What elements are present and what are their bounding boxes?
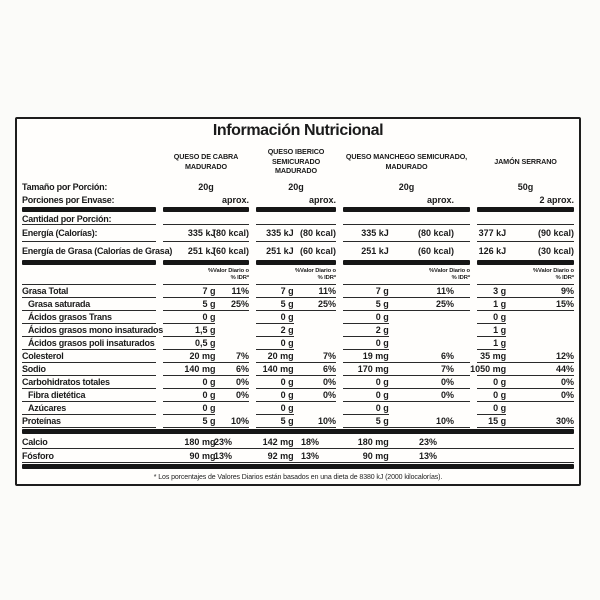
daily-value-header: %Valor Diario o % IDR* <box>256 266 336 285</box>
nutrient-value: 5 g 25% <box>343 298 470 311</box>
nutrient-value: 35 mg 12% <box>477 350 574 363</box>
empty-cell <box>477 213 574 225</box>
nutrient-value: 0 g <box>477 311 574 324</box>
energy-row <box>22 225 574 242</box>
nutrient-value: 0,5 g <box>163 337 249 350</box>
mineral-value: 92 mg 13% <box>267 450 319 461</box>
nutrient-label: Carbohidratos totales <box>22 376 156 389</box>
divider-bar-segment <box>163 260 249 265</box>
serving-size-value: 20g <box>198 181 214 192</box>
energy-section <box>22 225 574 259</box>
nutrient-label: Grasa Total <box>22 285 156 298</box>
energy-row <box>22 242 574 259</box>
nutrient-value: 0 g 0% <box>256 389 336 402</box>
nutrient-value: 170 mg 7% <box>343 363 470 376</box>
nutrient-value: 15 g 30% <box>477 415 574 428</box>
nutrient-value: 0 g <box>477 402 574 415</box>
mineral-value: 90 mg 13% <box>362 450 437 461</box>
serving-size-value: 50g <box>517 181 534 192</box>
energy-label: Energía (Calorías): <box>22 225 156 242</box>
servings-per-pack-value: aprox. <box>221 194 249 205</box>
nutrient-value: 5 g 10% <box>343 415 470 428</box>
energy-value: 335 kJ (80 kcal) <box>163 225 249 242</box>
nutrient-value: 1 g <box>477 337 574 350</box>
serving-size-value: 20g <box>398 181 415 192</box>
divider-bar-segment <box>22 207 156 212</box>
nutrient-label: Proteínas <box>22 415 156 428</box>
nutrient-value: 1,5 g <box>163 324 249 337</box>
product-header-row <box>22 143 574 180</box>
nutrient-value: 2 g <box>256 324 336 337</box>
nutrient-value: 1050 mg 44% <box>470 364 574 374</box>
divider-bar-segment <box>343 207 470 212</box>
nutrient-value: 7 g 11% <box>163 285 249 298</box>
mineral-value: 142 mg 18% <box>262 436 319 447</box>
divider-bar-segment <box>477 207 574 212</box>
nutrient-value: 20 mg 7% <box>256 350 336 363</box>
nutrient-value: 5 g 25% <box>256 298 336 311</box>
servings-per-pack-value: aprox. <box>426 194 454 205</box>
nutrient-value: 0 g 0% <box>256 376 336 389</box>
product-column-header: QUESO MANCHEGO SEMICURADO, MADURADO <box>345 152 468 171</box>
section-divider-bar-segmented <box>22 259 574 266</box>
nutrient-row <box>22 337 574 350</box>
energy-value: 335 kJ (80 kcal) <box>343 225 470 242</box>
nutrient-value: 19 mg 6% <box>343 350 470 363</box>
energy-value: 335 kJ (80 kcal) <box>256 225 336 242</box>
mineral-row <box>22 435 574 449</box>
nutrient-value: 1 g <box>477 324 574 337</box>
nutrient-label: Azúcares <box>22 402 156 415</box>
nutrient-value: 7 g 11% <box>343 285 470 298</box>
nutrient-value: 0 g <box>163 402 249 415</box>
mineral-value: 90 mg 13% <box>189 450 232 461</box>
energy-value: 126 kJ (30 kcal) <box>478 245 574 256</box>
nutrition-label <box>15 117 581 486</box>
mineral-value: 180 mg 23% <box>357 436 437 447</box>
header-spacer <box>22 143 156 180</box>
nutrient-value: 0 g 0% <box>343 376 470 389</box>
nutrient-row <box>22 376 574 389</box>
nutrient-value: 2 g <box>343 324 470 337</box>
nutrient-label: Ácidos grasos Trans <box>22 311 156 324</box>
divider-bar-segment <box>477 260 574 265</box>
nutrient-value: 140 mg 6% <box>256 363 336 376</box>
nutrient-value: 20 mg 7% <box>163 350 249 363</box>
daily-value-header: %Valor Diario o % IDR* <box>343 266 470 285</box>
nutrient-row <box>22 324 574 337</box>
product-column-header: JAMÓN SERRANO <box>494 156 557 166</box>
serving-size-row <box>22 180 574 193</box>
nutrient-row <box>22 415 574 428</box>
nutrient-value: 0 g <box>256 311 336 324</box>
minerals-section <box>22 435 574 463</box>
daily-value-header: %Valor Diario o % IDR* <box>163 266 249 285</box>
divider-bar-segment <box>163 207 249 212</box>
row-label: Porciones por Envase: <box>22 194 115 205</box>
nutrient-row <box>22 363 574 376</box>
nutrient-value: 0 g 0% <box>163 389 249 402</box>
nutrient-label: Sodio <box>22 363 156 376</box>
divider-bar-segment <box>256 207 336 212</box>
mineral-row <box>22 449 574 463</box>
section-divider-bar-segmented <box>22 206 574 213</box>
divider-bar-segment <box>22 260 156 265</box>
nutrient-row <box>22 311 574 324</box>
energy-value: 251 kJ (60 kcal) <box>266 245 336 256</box>
divider-bar-segment <box>343 260 470 265</box>
section-divider-bar <box>22 429 574 434</box>
nutrient-label: Ácidos grasos poli insaturados <box>22 337 156 350</box>
product-column-header: QUESO DE CABRA MADURADO <box>173 152 239 171</box>
empty-cell <box>22 266 156 285</box>
mineral-label: Fósforo <box>22 450 54 461</box>
nutrient-value: 7 g 11% <box>256 285 336 298</box>
nutrient-value: 0 g 0% <box>343 389 470 402</box>
nutrient-value: 0 g 0% <box>477 376 574 389</box>
row-label: Tamaño por Porción: <box>22 181 108 192</box>
energy-value: 251 kJ (60 kcal) <box>187 245 249 256</box>
nutrient-row <box>22 350 574 363</box>
nutrient-value: 0 g <box>343 337 470 350</box>
mineral-value <box>477 449 574 462</box>
nutrients-section <box>22 285 574 428</box>
daily-value-header: %Valor Diario o % IDR* <box>477 266 574 285</box>
footnote: * Los porcentajes de Valores Diarios están basados en una dieta de 8380 kJ (2000 kilocalorías). <box>153 474 443 481</box>
nutrient-value: 1 g 15% <box>477 298 574 311</box>
nutrient-value: 0 g <box>256 337 336 350</box>
label-title: Información Nutricional <box>212 122 384 139</box>
nutrient-value: 0 g 0% <box>477 389 574 402</box>
nutrient-row <box>22 298 574 311</box>
nutrient-label: Ácidos grasos mono insaturados <box>22 324 156 337</box>
nutrient-row <box>22 285 574 298</box>
nutrient-value: 0 g <box>343 402 470 415</box>
nutrient-value: 3 g 9% <box>477 285 574 298</box>
nutrient-label: Colesterol <box>22 350 156 363</box>
amount-per-serving-row <box>22 213 574 225</box>
row-label: Cantidad por Porción: <box>22 213 156 225</box>
nutrient-row <box>22 389 574 402</box>
nutrient-value: 0 g 0% <box>163 376 249 389</box>
nutrient-value: 5 g 25% <box>163 298 249 311</box>
nutrient-value: 0 g <box>343 311 470 324</box>
daily-value-header-row <box>22 266 574 285</box>
serving-size-value: 20g <box>288 181 304 192</box>
servings-per-pack-value: 2 aprox. <box>539 194 574 205</box>
mineral-value <box>477 435 574 448</box>
mineral-label: Calcio <box>22 436 48 447</box>
nutrient-value: 140 mg 6% <box>163 363 249 376</box>
section-divider-bar <box>22 464 574 469</box>
nutrient-row <box>22 402 574 415</box>
nutrient-value: 0 g <box>256 402 336 415</box>
divider-bar-segment <box>256 260 336 265</box>
servings-per-pack-row <box>22 193 574 206</box>
nutrient-value: 0 g <box>163 311 249 324</box>
nutrient-label: Fibra dietética <box>22 389 156 402</box>
servings-per-pack-value: aprox. <box>308 194 336 205</box>
nutrient-value: 5 g 10% <box>163 415 249 428</box>
mineral-value: 180 mg 23% <box>184 436 232 447</box>
energy-label: Energía de Grasa (Calorías de Grasa) <box>22 245 173 256</box>
empty-cell <box>256 213 336 225</box>
product-column-header: QUESO IBERICO SEMICURADO MADURADO <box>267 147 325 176</box>
empty-cell <box>163 213 249 225</box>
nutrient-value: 5 g 10% <box>256 415 336 428</box>
empty-cell <box>343 213 470 225</box>
energy-value: 377 kJ (90 kcal) <box>477 225 574 242</box>
nutrient-label: Grasa saturada <box>22 298 156 311</box>
energy-value: 251 kJ (60 kcal) <box>361 245 454 256</box>
